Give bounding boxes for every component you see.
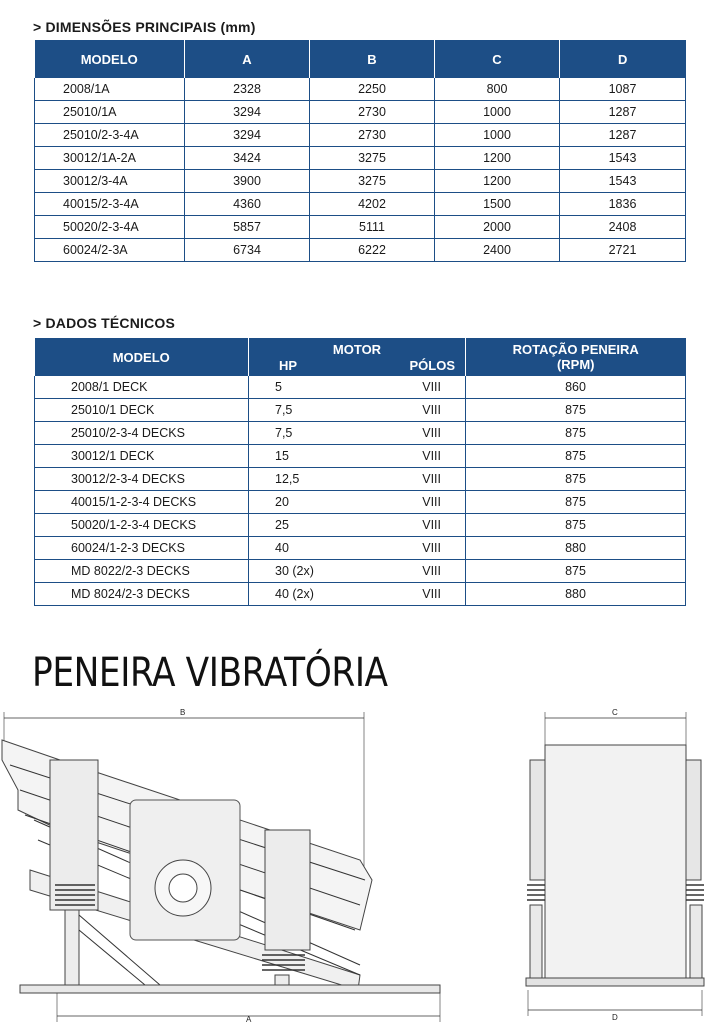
dimension-cell: 3294 (185, 101, 310, 124)
dimension-cell: 2328 (185, 78, 310, 101)
rpm-cell: 875 (466, 560, 686, 583)
model-cell: MD 8022/2-3 DECKS (35, 560, 249, 583)
model-cell: 50020/1-2-3-4 DECKS (35, 514, 249, 537)
dimension-cell: 2721 (560, 239, 686, 262)
dimension-cell: 1200 (435, 170, 560, 193)
model-cell: 60024/1-2-3 DECKS (35, 537, 249, 560)
model-cell: 30012/1A-2A (35, 147, 185, 170)
polos-cell: VIII (353, 468, 466, 491)
dimension-cell: 5111 (310, 216, 435, 239)
header-polos: PÓLOS (409, 358, 455, 373)
rpm-cell: 875 (466, 514, 686, 537)
dimension-cell: 2730 (310, 101, 435, 124)
dimension-cell: 1200 (435, 147, 560, 170)
header-b: B (310, 40, 435, 78)
header-motor-label: MOTOR (332, 342, 382, 357)
dimensions-title: > DIMENSÕES PRINCIPAIS (mm) (33, 19, 256, 35)
hp-cell: 40 (2x) (249, 583, 353, 606)
polos-cell: VIII (353, 514, 466, 537)
dimension-cell: 1543 (560, 170, 686, 193)
rpm-cell: 875 (466, 399, 686, 422)
model-cell: 25010/1A (35, 101, 185, 124)
polos-cell: VIII (353, 560, 466, 583)
dimension-cell: 4360 (185, 193, 310, 216)
dimension-cell: 3275 (310, 170, 435, 193)
rpm-cell: 880 (466, 583, 686, 606)
model-cell: MD 8024/2-3 DECKS (35, 583, 249, 606)
hp-cell: 5 (249, 376, 353, 399)
dimension-cell: 800 (435, 78, 560, 101)
hp-cell: 7,5 (249, 399, 353, 422)
product-title: PENEIRA VIBRATÓRIA (32, 650, 388, 696)
model-cell: 2008/1 DECK (35, 376, 249, 399)
model-cell: 60024/2-3A (35, 239, 185, 262)
dimension-label-a: A (246, 1015, 252, 1024)
polos-cell: VIII (353, 445, 466, 468)
header-c: C (435, 40, 560, 78)
header-modelo: MODELO (35, 338, 249, 376)
model-cell: 30012/1 DECK (35, 445, 249, 468)
model-cell: 2008/1A (35, 78, 185, 101)
hp-cell: 20 (249, 491, 353, 514)
dimension-label-b: B (180, 708, 186, 717)
polos-cell: VIII (353, 376, 466, 399)
hp-cell: 12,5 (249, 468, 353, 491)
dimension-cell: 1287 (560, 101, 686, 124)
rpm-cell: 875 (466, 445, 686, 468)
header-d: D (560, 40, 686, 78)
header-modelo: MODELO (35, 40, 185, 78)
dimension-label-c: C (612, 708, 618, 717)
dimension-cell: 6734 (185, 239, 310, 262)
hp-cell: 15 (249, 445, 353, 468)
dimension-cell: 1000 (435, 101, 560, 124)
dimension-label-d: D (612, 1013, 618, 1022)
dimension-cell: 1287 (560, 124, 686, 147)
model-cell: 25010/2-3-4A (35, 124, 185, 147)
hp-cell: 30 (2x) (249, 560, 353, 583)
dimension-cell: 5857 (185, 216, 310, 239)
dimension-cell: 3900 (185, 170, 310, 193)
hp-cell: 40 (249, 537, 353, 560)
dimension-cell: 1000 (435, 124, 560, 147)
header-hp: HP (279, 358, 298, 373)
rpm-cell: 875 (466, 491, 686, 514)
rpm-cell: 875 (466, 468, 686, 491)
dimension-cell: 3424 (185, 147, 310, 170)
model-cell: 25010/2-3-4 DECKS (35, 422, 249, 445)
dimension-cell: 2730 (310, 124, 435, 147)
model-cell: 30012/3-4A (35, 170, 185, 193)
hp-cell: 7,5 (249, 422, 353, 445)
polos-cell: VIII (353, 399, 466, 422)
dimension-cell: 2400 (435, 239, 560, 262)
hp-cell: 25 (249, 514, 353, 537)
header-rotation-line1: ROTAÇÃO PENEIRA (512, 342, 639, 357)
technical-title: > DADOS TÉCNICOS (33, 315, 176, 331)
dimension-cell: 2408 (560, 216, 686, 239)
model-cell: 40015/1-2-3-4 DECKS (35, 491, 249, 514)
dimension-cell: 3294 (185, 124, 310, 147)
model-cell: 40015/2-3-4A (35, 193, 185, 216)
polos-cell: VIII (353, 537, 466, 560)
rpm-cell: 875 (466, 422, 686, 445)
model-cell: 50020/2-3-4A (35, 216, 185, 239)
dimension-cell: 3275 (310, 147, 435, 170)
dimension-cell: 4202 (310, 193, 435, 216)
model-cell: 25010/1 DECK (35, 399, 249, 422)
header-a: A (185, 40, 310, 78)
rpm-cell: 880 (466, 537, 686, 560)
model-cell: 30012/2-3-4 DECKS (35, 468, 249, 491)
dimension-cell: 1087 (560, 78, 686, 101)
header-rotation-line2: (RPM) (556, 357, 595, 372)
polos-cell: VIII (353, 491, 466, 514)
dimension-cell: 1543 (560, 147, 686, 170)
dimension-cell: 1836 (560, 193, 686, 216)
polos-cell: VIII (353, 583, 466, 606)
rpm-cell: 860 (466, 376, 686, 399)
dimension-cell: 1500 (435, 193, 560, 216)
polos-cell: VIII (353, 422, 466, 445)
dimension-cell: 6222 (310, 239, 435, 262)
dimension-cell: 2250 (310, 78, 435, 101)
dimension-cell: 2000 (435, 216, 560, 239)
